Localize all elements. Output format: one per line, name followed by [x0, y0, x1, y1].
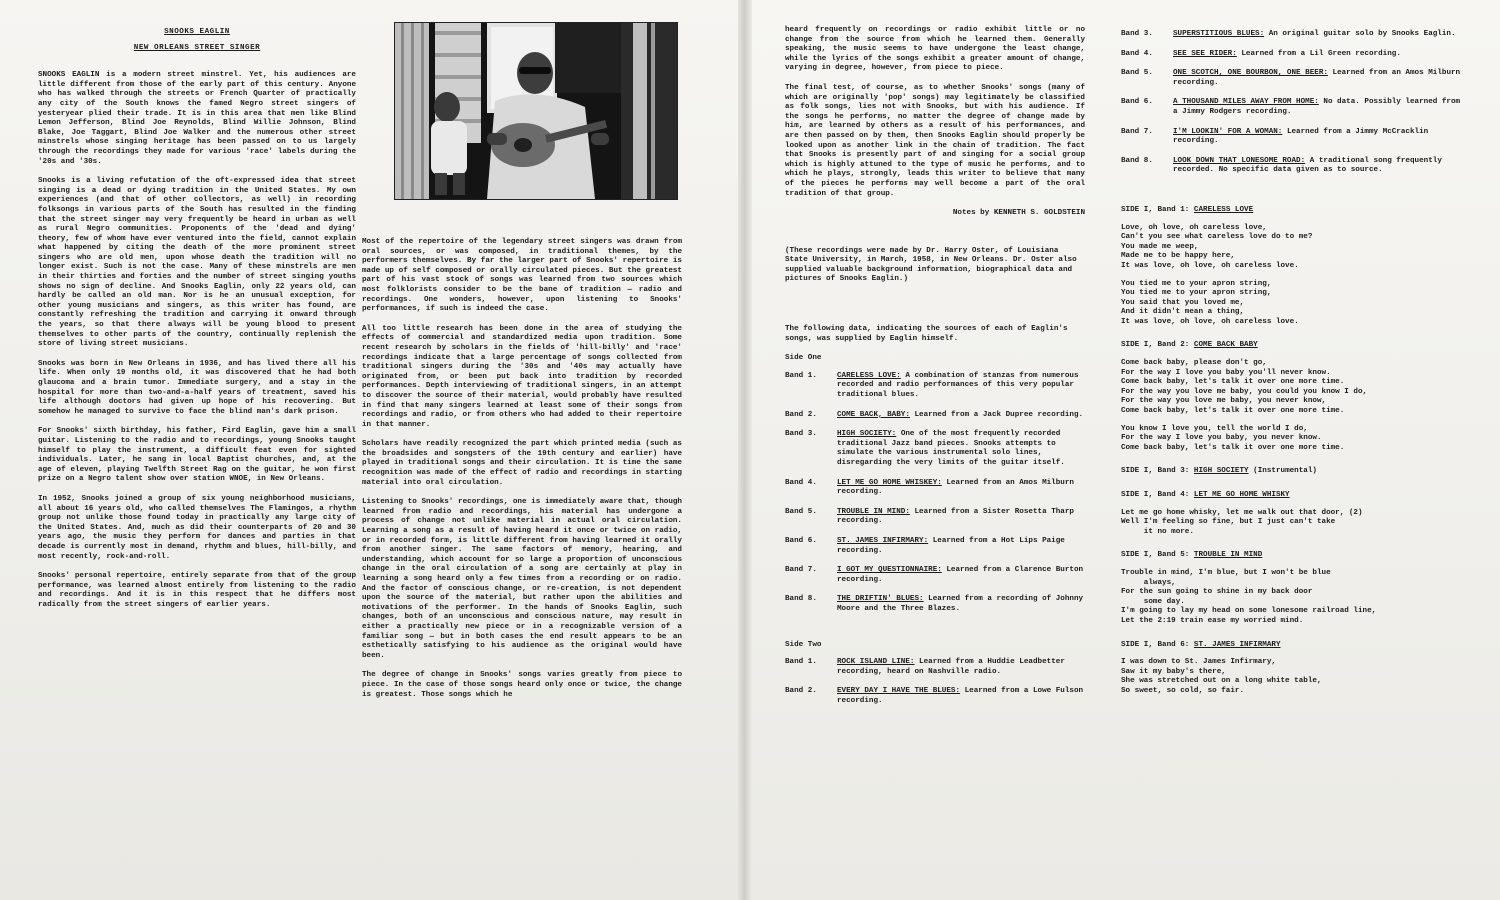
- band-title: LET ME GO HOME WHISKEY:: [837, 478, 942, 487]
- band-entry: [1121, 128, 1466, 147]
- lyric-band-label: SIDE I, Band 6:: [1121, 640, 1190, 649]
- article-title: SNOOKS EAGLIN: [164, 28, 230, 36]
- band-title: COME BACK, BABY:: [837, 410, 910, 419]
- side-two-continued-list: [1121, 30, 1466, 176]
- lyric-song-title: TROUBLE IN MIND: [1193, 551, 1263, 560]
- band-text: [837, 658, 1085, 677]
- band-title: EVERY DAY I HAVE THE BLUES:: [837, 687, 961, 696]
- band-description: Learned from an Amos Milburn recording.: [837, 478, 1074, 497]
- notes-credit: Notes by KENNETH S. GOLDSTEIN: [952, 209, 1085, 218]
- side-one-title: Side One: [785, 354, 822, 363]
- band-number: Band 7.: [785, 566, 817, 575]
- band-number: Band 5.: [785, 507, 817, 516]
- paragraph: Snooks is a living refutation of the oft-expressed idea that street singing is a dead or dying tradition in the United States. My own experiences (and that of other collectors, as well) in recording folksongs in various parts of the South has resulted in the finding that the street singer may very frequently be heard in urban as well as rural Negro communities. Proponents of the 'dead and dying' theory, few of whom have ever ventured into the field, cannot explain what happened by citing the death of the more prominent street singers who are old men, upon whose death the tradition will no longer exist. Such is not the case. Many of these minstrels are men in their thirties and forties and the number of street singing youths shows no sign of decline. And Snooks Eaglin, only 22 years old, can hardly be called an old man. Nor is he an unusual exception, for other young musicians and singers, as this writer has found, are constantly refreshing the tradition and carrying it onward through the years, so that there always will be young blood to present themselves to other parts of the country, continually replenish the store of living street musicians.: [38, 177, 356, 349]
- lyric-heading: [1121, 467, 1466, 477]
- band-title: I GOT MY QUESTIONNAIRE:: [837, 566, 942, 575]
- band-description: Learned from a Hot Lips Paige recording.: [837, 536, 1065, 555]
- lyric-stanza: Come back baby, please don't go, For the way I love you baby you'll never know. Come back baby, let's talk it over one more time. For the way you love me baby, you could you know I do, For the way you love me baby, you never know, Come back baby, let's talk it over one more time.: [1121, 359, 1368, 416]
- band-number: Band 7.: [1121, 127, 1153, 136]
- lyric-stanza: I was down to St. James Infirmary, Saw it my baby's there, She was stretched out on a long white table, So sweet, so cold, so fair.: [1121, 658, 1322, 695]
- left-column-1: [38, 28, 356, 620]
- lyric-heading: [1121, 341, 1466, 351]
- paragraph: Snooks' personal repertoire, entirely separate from that of the group performance, was learned almost entirely from listening to the radio and recordings. And it is in this respect that he differs most radically from the street singers of earlier years.: [38, 572, 356, 609]
- band-text: [837, 479, 1085, 498]
- center-fold: [738, 0, 752, 900]
- band-title: TROUBLE IN MIND:: [837, 507, 910, 516]
- band-entry: [785, 595, 1085, 614]
- band-description: Learned from a Lil Green recording.: [1241, 49, 1401, 58]
- band-description: Learned from an Amos Milburn recording.: [1173, 69, 1461, 87]
- paragraph: The final test, of course, as to whether Snooks' songs (many of which are originally 'pop' songs) may legitimately be classified as folk songs, lies not with Snooks, but with his audience. If the songs he performs, no matter the degree of change made by him, are learned by others as a result of his performances, and are then passed on by them, then Snooks Eaglin should properly be looked upon as another link in the chain of tradition. The fact that Snooks is presently part of and singing for a social group which is highly attuned to the type of music he performs, and to which he plays, strongly, leads this writer to believe that many of the pieces he performs may well become a part of the oral tradition of that group.: [785, 83, 1085, 198]
- band-number: Band 4.: [1121, 49, 1153, 58]
- band-title: A THOUSAND MILES AWAY FROM HOME:: [1173, 98, 1319, 107]
- lyric-song-title: ST. JAMES INFIRMARY: [1193, 640, 1281, 649]
- band-text: [1173, 69, 1466, 88]
- lyric-stanza: Let me go home whisky, let me walk out that door, (2) Well I'm feeling so fine, but I just can't take it no more.: [1121, 508, 1363, 536]
- lyric-stanza: You tied me to your apron string, You tied me to your apron string, You said that you loved me, And it didn't mean a thing, It was love, oh love, oh careless love.: [1121, 279, 1299, 326]
- band-description: A traditional song frequently recorded. No specific data given as to source.: [1173, 156, 1442, 175]
- right-column-1: [785, 26, 1085, 717]
- lyric-heading: [1121, 641, 1466, 651]
- band-text: [837, 595, 1085, 614]
- band-title: ST. JAMES INFIRMARY:: [837, 536, 929, 545]
- band-title: I'M LOOKIN' FOR A WOMAN:: [1173, 127, 1283, 136]
- band-text: [837, 430, 1085, 468]
- right-column-2: [1121, 30, 1466, 705]
- paragraph: Listening to Snooks' recordings, one is immediately aware that, though learned from radio and recordings, his material has undergone a process of change not unlike material in actual oral circulation. Learning a song as a result of having heard it once or twice on radio, or in recorded form, is little different from having learned it orally from another singer. The same factors of memory, hearing, and understanding, which account for so large a proportion of unconscious change in the oral circulation of a song are certainly at play in learning a song heard only a few times from a recording or on radio. And the factor of conscious change, or re-creation, is not dependent upon the source of the material, but rather upon the abilities and motivations of the performer. In the hands of Snooks Eaglin, such changes, both of an unconscious and conscious nature, may result in either a practically new piece or in a recognizable version of a familiar song — but in both cases the end result appears to be an esthetically satisfying to his audience as the original would have been.: [362, 498, 682, 660]
- lyric-heading: [1121, 551, 1466, 561]
- band-title: ONE SCOTCH, ONE BOURBON, ONE BEER:: [1173, 69, 1328, 78]
- band-number: Band 1.: [785, 658, 817, 667]
- band-description: Learned from a Jack Dupree recording.: [914, 410, 1084, 419]
- band-description: One of the most frequently recorded traditional Jazz band pieces. Snooks attempts to simulate the various instrumental solo lines, disregarding the very limits of the guitar itself.: [837, 430, 1065, 467]
- paragraph: SNOOKS EAGLIN is a modern street minstrel. Yet, his audiences are little different from those of the early part of this century. Anyone who has walked through the streets or French Quarter of practically any city of the South knows the famed Negro street singers of yesteryear plied their trade. It is in this area that men like Blind Lemon Jefferson, Blind Joe Reynolds, Blind Willie Johnson, Blind Blake, Joe Taggart, Blind Joe Walker and the numerous other street minstrels whose singing heritage has been passed on to us largely through the recordings they made for various 'race' labels during the '20s and '30s.: [38, 71, 356, 166]
- band-entry: [1121, 157, 1466, 176]
- lyric-song-title: CARELESS LOVE: [1193, 205, 1254, 214]
- band-title: CARELESS LOVE:: [837, 371, 901, 380]
- band-text: [837, 566, 1085, 585]
- band-entry: [785, 687, 1085, 706]
- band-title: THE DRIFTIN' BLUES:: [837, 595, 924, 604]
- band-description: Learned from a Sister Rosetta Tharp recording.: [837, 507, 1074, 526]
- band-text: [837, 508, 1085, 527]
- band-number: Band 6.: [785, 536, 817, 545]
- band-entry: [785, 479, 1085, 498]
- lyric-stanza: Trouble in mind, I'm blue, but I won't be blue always, For the sun going to shine in my back door some day. I'm going to lay my head on some lonesome railroad line, Let the 2:19 train ease my worried mind.: [1121, 568, 1377, 625]
- band-number: Band 2.: [785, 410, 817, 419]
- band-text: [1173, 128, 1466, 147]
- photo-snooks-eaglin: [394, 22, 678, 200]
- band-title: SUPERSTITIOUS BLUES:: [1173, 30, 1265, 38]
- band-description: Learned from a Lowe Fulson recording.: [837, 687, 1084, 705]
- lyric-band-label: SIDE I, Band 1:: [1121, 205, 1190, 214]
- band-description: Learned from a Huddie Leadbetter recording, heard on Nashville radio.: [837, 658, 1065, 676]
- paragraph: The degree of change in Snooks' songs varies greatly from piece to piece. In the case of those songs heard only once or twice, the change is greatest. Those songs which he: [362, 671, 682, 699]
- lyric-band-label: SIDE I, Band 2:: [1121, 341, 1190, 350]
- lyric-stanza: Love, oh love, oh careless love, Can't you see what careless love do to me? You made me weep, Made me to be happy here, It was love, oh love, oh careless love.: [1121, 223, 1313, 270]
- band-entry: [785, 658, 1085, 677]
- band-entry: [785, 372, 1085, 401]
- paragraph: In 1952, Snooks joined a group of six young neighborhood musicians, all about 16 years old, who called themselves The Flamingos, a rhythm group not unlike those found today in practically any large city of the United States. And, much as did their counterparts of 20 and 30 years ago, the music they perform for dances and parties in that decade is currently most in demand, rhythm and blues, hill-billy, and most recently, rock-and-roll.: [38, 494, 356, 561]
- side-two-list: [785, 658, 1085, 706]
- band-description: A combination of stanzas from numerous recorded and radio performances of this very popular traditional blues.: [837, 371, 1079, 400]
- band-number: Band 8.: [785, 595, 817, 604]
- sources-intro: The following data, indicating the sources of each of Eaglin's songs, was supplied by Eaglin himself.: [785, 325, 1068, 343]
- band-title: LOOK DOWN THAT LONESOME ROAD:: [1173, 156, 1306, 165]
- article-subtitle: NEW ORLEANS STREET SINGER: [133, 43, 261, 52]
- band-text: [837, 372, 1085, 401]
- band-description: Learned from a Jimmy McCracklin recording.: [1173, 127, 1429, 146]
- lyric-song-title: LET ME GO HOME WHISKY: [1193, 491, 1290, 499]
- band-number: Band 8.: [1121, 156, 1153, 165]
- band-text: [837, 411, 1085, 421]
- lyric-stanza: You know I love you, tell the world I do, For the way I love you baby, you never know. Come back baby, let's talk it over one more time.: [1121, 424, 1345, 452]
- band-description: Learned from a recording of Johnny Moore and the Three Blazes.: [837, 595, 1084, 613]
- band-number: Band 1.: [785, 371, 817, 380]
- lyric-band-label: SIDE I, Band 5:: [1121, 551, 1190, 560]
- band-text: [837, 537, 1085, 556]
- band-entry: [785, 508, 1085, 527]
- band-entry: [1121, 98, 1466, 117]
- band-description: No data. Possibly learned from a Jimmy Rodgers recording.: [1173, 98, 1461, 116]
- band-number: Band 3.: [785, 430, 817, 439]
- band-text: [1173, 50, 1466, 60]
- band-number: Band 4.: [785, 478, 817, 487]
- lyric-band-label: SIDE I, Band 3:: [1121, 467, 1190, 476]
- side-two-title: Side Two: [785, 640, 822, 649]
- band-number: Band 2.: [785, 687, 817, 696]
- band-title: ROCK ISLAND LINE:: [837, 658, 915, 667]
- paragraph: Most of the repertoire of the legendary street singers was drawn from oral sources, or was composed, in traditional themes, by the performers themselves. By far the larger part of Snooks' repertoire is made up of self composed or orally circulated pieces. But the greatest part of his vast stock of songs was learned from two sources which most folklorists consider to be the bane of tradition — radio and recordings. One wonders, however, upon listening to Snooks' performances, if such is indeed the case.: [362, 238, 682, 314]
- band-entry: [1121, 69, 1466, 88]
- paragraph: For Snooks' sixth birthday, his father, Fird Eaglin, gave him a small guitar. Listening to the radio and to recordings, young Snooks taught himself to play the instrument, a difficult feat even for sighted individuals. Later, he sang in local Baptist churches, and, at the age of eleven, playing Twelfth Street Rag on the guitar, he won first prize on a Negro talent show over station WNOE, in New Orleans.: [38, 427, 356, 484]
- recording-note: (These recordings were made by Dr. Harry Oster, of Louisiana State University, in March, 1958, in New Orleans. Dr. Oster also supplied valuable background information, biographical data and pictures of Snooks Eaglin.): [785, 246, 1077, 284]
- paragraph: Snooks was born in New Orleans in 1936, and has lived there all his life. When only 19 months old, it was discovered that he had both glaucoma and a brain tumor. Immediate surgery, and a stay in the hospital for more than two-and-a-half years of treatment, saved his life although doctors had given up hope of his recovering. But somehow he managed to survive to face the blind man's dark prison.: [38, 359, 356, 416]
- left-column-2: [362, 238, 682, 710]
- lyric-song-title: COME BACK BABY: [1193, 341, 1258, 350]
- band-entry: [1121, 50, 1466, 60]
- band-entry: [785, 566, 1085, 585]
- band-number: Band 6.: [1121, 98, 1153, 107]
- band-entry: [785, 430, 1085, 468]
- lyric-heading: [1121, 491, 1466, 501]
- photo-illustration: [395, 23, 677, 199]
- side-one-list: [785, 372, 1085, 615]
- lyric-suffix: (Instrumental): [1253, 467, 1317, 476]
- paragraph: Scholars have readily recognized the part which printed media (such as the broadsides and songsters of the 19th century and earlier) have played in traditional songs and their circulation. It is time the same recognition was made of the effect of radio and recordings in starting material into oral circulation.: [362, 440, 682, 487]
- band-title: SEE SEE RIDER:: [1173, 49, 1237, 58]
- band-text: [1173, 30, 1466, 40]
- band-description: Learned from a Clarence Burton recording.: [837, 566, 1084, 584]
- band-text: [837, 687, 1085, 706]
- lyric-band-label: SIDE I, Band 4:: [1121, 491, 1190, 499]
- band-number: Band 3.: [1121, 30, 1153, 38]
- paragraph: All too little research has been done in the area of studying the effects of commercial and standardized media upon tradition. Some recent research by scholars in the fields of 'hill-billy' and 'race' recordings indicate that a large percentage of songs collected from traditional singers during the '30s and '40s may actually have originated from, or been put back into tradition by recorded performances. Depth interviewing of traditional singers, in an attempt to discover the source of their material, would probably have resulted in find that many singers learned at least some of their songs from recordings and radio, or from others who had added to their repertoire in that manner.: [362, 324, 682, 429]
- lyrics-section: [1121, 206, 1466, 697]
- band-entry: [785, 411, 1085, 421]
- band-text: [1173, 98, 1466, 117]
- band-entry: [785, 537, 1085, 556]
- paragraph: heard frequently on recordings or radio exhibit little or no change from the source from which he learned them. Generally speaking, the music seems to have undergone the least change, while the lyrics of the songs exhibit a greater amount of change, varying in degree, however, from piece to piece.: [785, 26, 1085, 73]
- band-text: [1173, 157, 1466, 176]
- band-number: Band 5.: [1121, 69, 1153, 78]
- band-entry: [1121, 30, 1466, 40]
- band-description: An original guitar solo by Snooks Eaglin.: [1268, 30, 1456, 38]
- band-title: HIGH SOCIETY:: [837, 430, 897, 439]
- lyric-heading: [1121, 206, 1466, 216]
- lyric-song-title: HIGH SOCIETY: [1193, 467, 1249, 476]
